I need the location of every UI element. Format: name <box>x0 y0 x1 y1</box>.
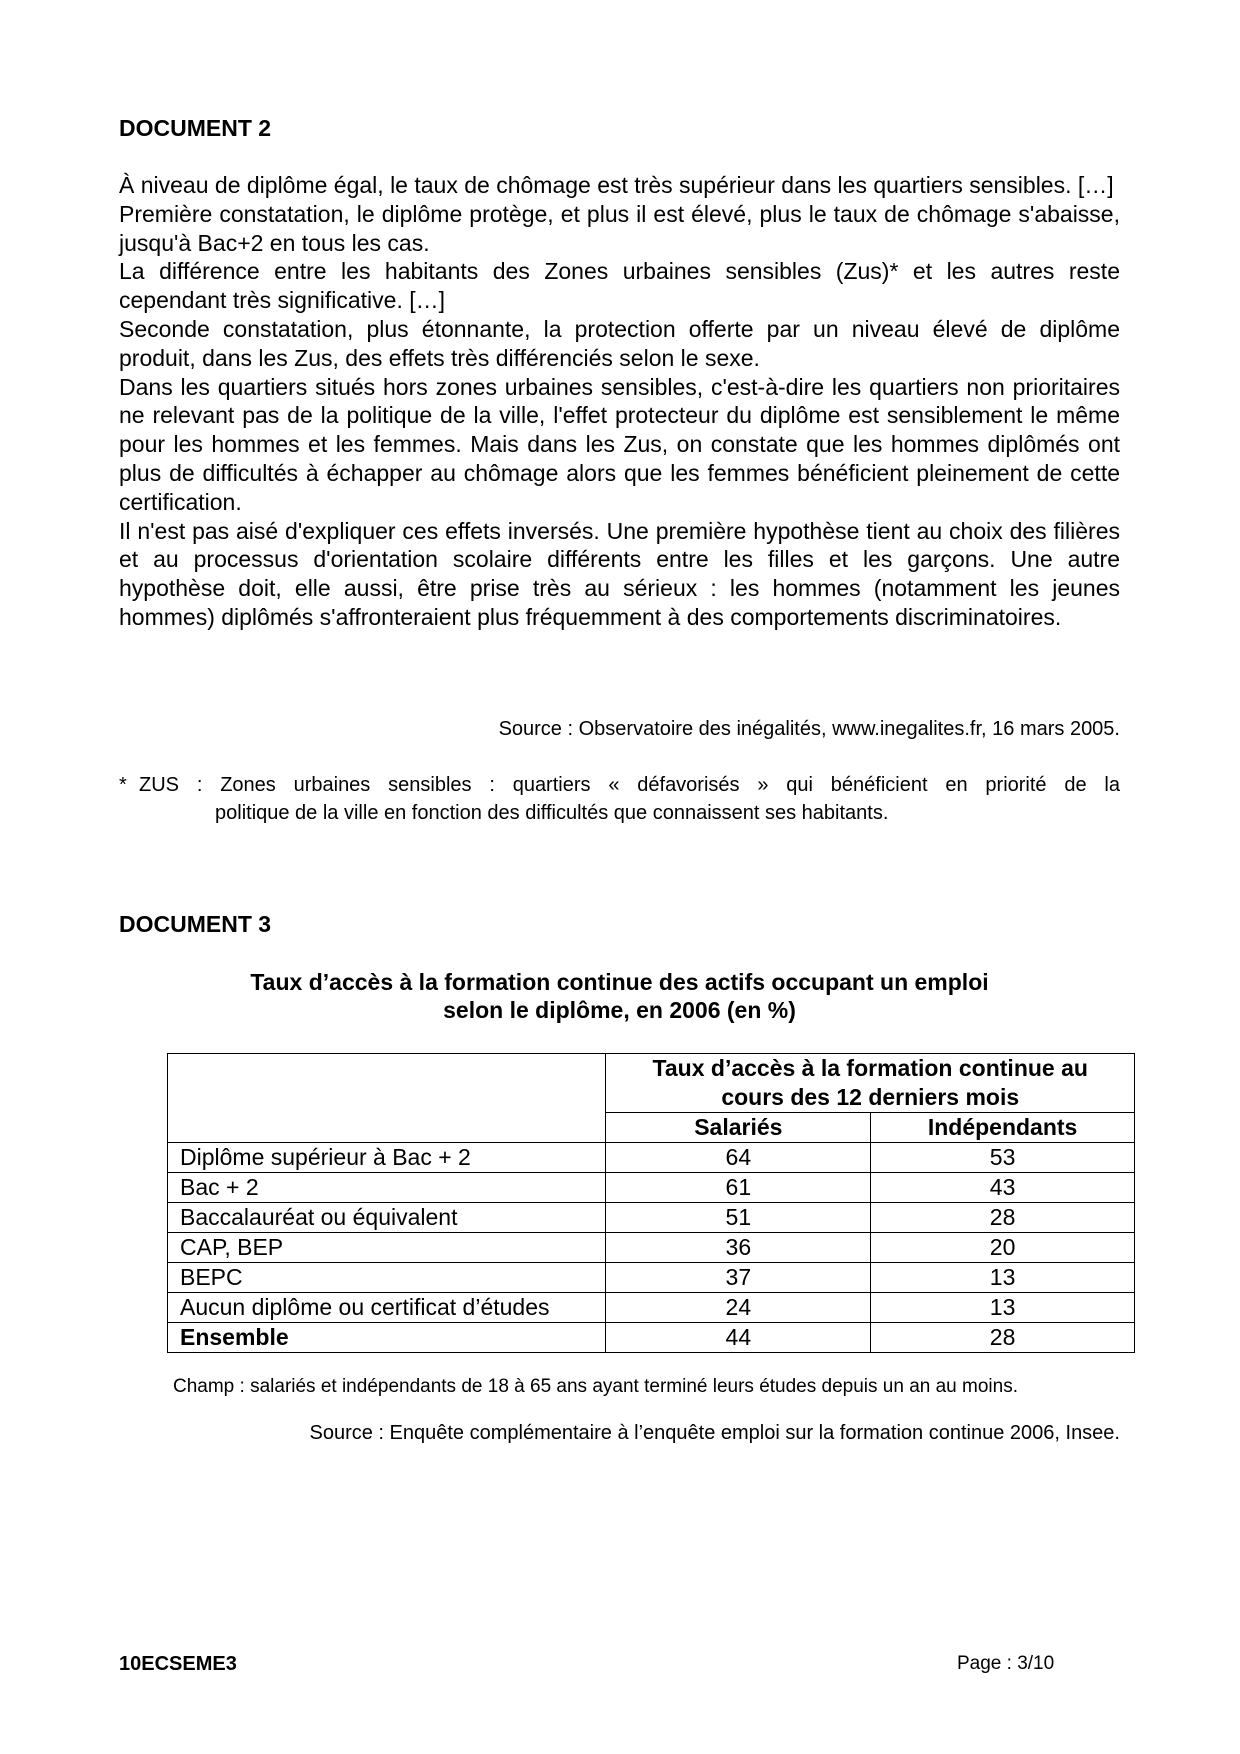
group-header-line-1: Taux d’accès à la formation continue au <box>652 1055 1088 1081</box>
table-row-total <box>168 1323 1135 1353</box>
table-title <box>119 968 1120 1024</box>
table-row <box>168 1263 1135 1293</box>
table-title-line-1: Taux d’accès à la formation continue des actifs occupant un emploi <box>250 969 989 995</box>
table-row <box>168 1143 1135 1173</box>
independants-value: 13 <box>871 1293 1135 1323</box>
independants-value: 20 <box>871 1233 1135 1263</box>
independants-value: 43 <box>871 1173 1135 1203</box>
column-header-salaries: Salariés <box>606 1113 871 1143</box>
row-label: Diplôme supérieur à Bac + 2 <box>168 1143 606 1173</box>
salaries-value: 51 <box>606 1203 871 1233</box>
row-label: Ensemble <box>168 1323 606 1353</box>
paragraph: Il n'est pas aisé d'expliquer ces effets inversés. Une première hypothèse tient au choix des filières et au processus d'orientation scolaire différents entre les filles et les garçons. Une autre hypothèse doit, elle aussi, être prise très au sérieux : les hommes (notamment les jeunes hommes) diplômés s'affronteraient plus fréquemment à des comportements discriminatoires. <box>119 517 1120 630</box>
paragraph: Première constatation, le diplôme protège, et plus il est élevé, plus le taux de chômage s'abaisse, jusqu'à Bac+2 en tous les cas. <box>119 200 1120 256</box>
column-header-independants: Indépendants <box>871 1113 1135 1143</box>
page-number: Page : 3/10 <box>957 1653 1055 1674</box>
document-2-body <box>119 171 1120 632</box>
document-3-source: Source : Enquête complémentaire à l’enquête emploi sur la formation continue 2006, Insee. <box>309 1422 1120 1444</box>
row-label: Bac + 2 <box>168 1173 606 1203</box>
paragraph: Dans les quartiers situés hors zones urbaines sensibles, c'est-à-dire les quartiers non prioritaires ne relevant pas de la politique de la ville, l'effet protecteur du diplôme est sensiblement le même pour les hommes et les femmes. Mais dans les Zus, on constate que les hommes diplômés ont plus de difficultés à échapper au chômage alors que les femmes bénéficient pleinement de cette certification. <box>119 373 1120 515</box>
row-label: Baccalauréat ou équivalent <box>168 1203 606 1233</box>
table-scope-note: Champ : salariés et indépendants de 18 à 65 ans ayant terminé leurs études depuis un an au moins. <box>173 1376 1018 1397</box>
salaries-value: 37 <box>606 1263 871 1293</box>
empty-header-cell <box>168 1054 606 1143</box>
group-header-line-2: cours des 12 derniers mois <box>721 1084 1020 1110</box>
paragraph: À niveau de diplôme égal, le taux de chômage est très supérieur dans les quartiers sensibles. […] <box>119 172 1114 198</box>
footnote <box>119 771 1120 827</box>
row-label: CAP, BEP <box>168 1233 606 1263</box>
salaries-value: 36 <box>606 1233 871 1263</box>
footnote-line-2: politique de la ville en fonction des difficultés que connaissent ses habitants. <box>215 802 889 824</box>
exam-code: 10ECSEME3 <box>119 1653 237 1675</box>
table-row <box>168 1233 1135 1263</box>
row-label: BEPC <box>168 1263 606 1293</box>
independants-value: 13 <box>871 1263 1135 1293</box>
salaries-value: 44 <box>606 1323 871 1353</box>
row-label: Aucun diplôme ou certificat d’études <box>168 1293 606 1323</box>
table-title-line-2: selon le diplôme, en 2006 (en %) <box>443 997 796 1023</box>
document-2-source: Source : Observatoire des inégalités, www.inegalites.fr, 16 mars 2005. <box>498 718 1120 740</box>
independants-value: 28 <box>871 1323 1135 1353</box>
paragraph: Seconde constatation, plus étonnante, la protection offerte par un niveau élevé de diplôme produit, dans les Zus, des effets très différenciés selon le sexe. <box>119 315 1120 371</box>
training-access-table <box>167 1053 1135 1353</box>
table-row <box>168 1203 1135 1233</box>
paragraph: La différence entre les habitants des Zones urbaines sensibles (Zus)* et les autres reste cependant très significative. […] <box>119 258 1120 314</box>
document-2-heading: DOCUMENT 2 <box>119 115 272 141</box>
footnote-line-1: ZUS : Zones urbaines sensibles : quartiers « défavorisés » qui bénéficient en priorité de la <box>139 774 1120 796</box>
independants-value: 53 <box>871 1143 1135 1173</box>
footnote-star: * <box>119 774 127 796</box>
group-header <box>606 1054 1135 1113</box>
table-row <box>168 1173 1135 1203</box>
document-3-heading: DOCUMENT 3 <box>119 911 272 937</box>
salaries-value: 61 <box>606 1173 871 1203</box>
salaries-value: 64 <box>606 1143 871 1173</box>
salaries-value: 24 <box>606 1293 871 1323</box>
table-row <box>168 1293 1135 1323</box>
independants-value: 28 <box>871 1203 1135 1233</box>
